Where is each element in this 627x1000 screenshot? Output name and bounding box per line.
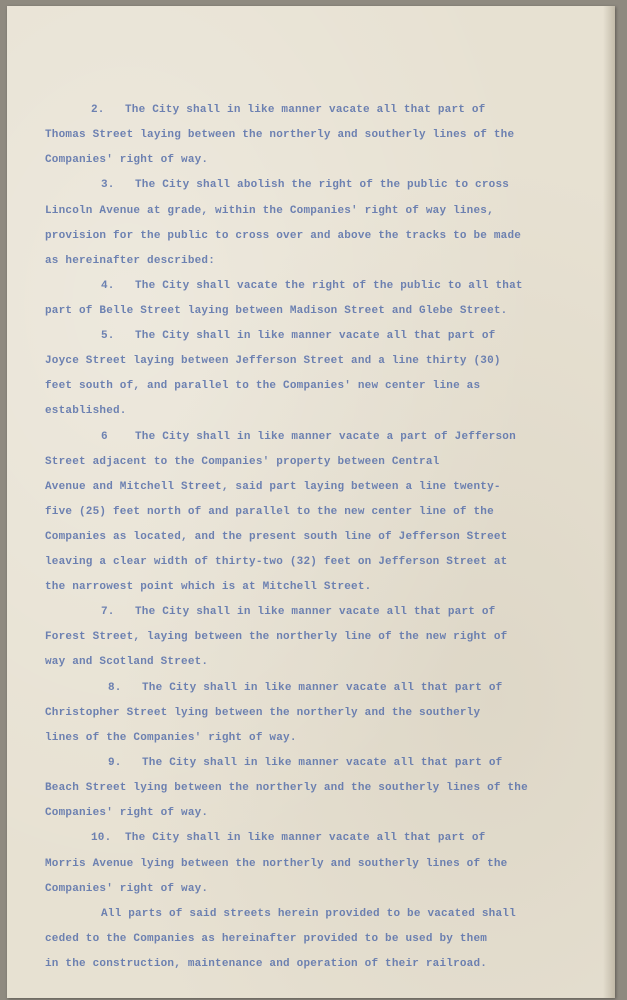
text-line-2: Thomas Street laying between the northerly and southerly lines of the [45, 129, 515, 141]
document-page [7, 6, 615, 998]
text-line-22: Forest Street, laying between the northerly line of the new right of [45, 631, 508, 643]
text-line-5: Lincoln Avenue at grade, within the Companies' right of way lines, [45, 205, 494, 217]
text-line-9: part of Belle Street laying between Madison Street and Glebe Street. [45, 305, 508, 317]
text-line-31: Morris Avenue lying between the northerly and southerly lines of the [45, 858, 508, 870]
text-line-26: lines of the Companies' right of way. [45, 732, 297, 744]
text-line-4: 3. The City shall abolish the right of the public to cross [101, 179, 510, 191]
text-line-20: the narrowest point which is at Mitchell Street. [45, 581, 372, 593]
text-line-23: way and Scotland Street. [45, 656, 209, 668]
text-line-18: Companies as located, and the present south line of Jefferson Street [45, 531, 508, 543]
text-line-29: Companies' right of way. [45, 807, 209, 819]
text-line-33: All parts of said streets herein provided to be vacated shall [101, 908, 516, 920]
text-line-12: feet south of, and parallel to the Companies' new center line as [45, 380, 481, 392]
text-line-6: provision for the public to cross over and above the tracks to be made [45, 230, 522, 242]
text-line-32: Companies' right of way. [45, 883, 209, 895]
text-line-10: 5. The City shall in like manner vacate all that part of [101, 330, 496, 342]
text-line-25: Christopher Street lying between the northerly and the southerly [45, 707, 481, 719]
text-line-30: 10. The City shall in like manner vacate all that part of [91, 832, 486, 844]
page-edge-shadow [603, 6, 615, 998]
text-line-3: Companies' right of way. [45, 154, 209, 166]
text-line-35: in the construction, maintenance and operation of their railroad. [45, 958, 488, 970]
text-line-16: Avenue and Mitchell Street, said part laying between a line twenty- [45, 481, 501, 493]
text-line-24: 8. The City shall in like manner vacate all that part of [108, 682, 503, 694]
text-line-8: 4. The City shall vacate the right of the public to all that [101, 280, 523, 292]
text-line-27: 9. The City shall in like manner vacate all that part of [108, 757, 503, 769]
text-line-28: Beach Street lying between the northerly and the southerly lines of the [45, 782, 528, 794]
text-line-1: 2. The City shall in like manner vacate all that part of [91, 104, 486, 116]
text-line-14: 6 The City shall in like manner vacate a part of Jefferson [101, 431, 516, 443]
text-line-15: Street adjacent to the Companies' property between Central [45, 456, 440, 468]
text-line-21: 7. The City shall in like manner vacate all that part of [101, 606, 496, 618]
text-line-19: leaving a clear width of thirty-two (32) feet on Jefferson Street at [45, 556, 508, 568]
text-line-34: ceded to the Companies as hereinafter provided to be used by them [45, 933, 488, 945]
text-line-7: as hereinafter described: [45, 255, 216, 267]
text-line-17: five (25) feet north of and parallel to the new center line of the [45, 506, 494, 518]
text-line-11: Joyce Street laying between Jefferson Street and a line thirty (30) [45, 355, 501, 367]
text-line-13: established. [45, 405, 127, 417]
